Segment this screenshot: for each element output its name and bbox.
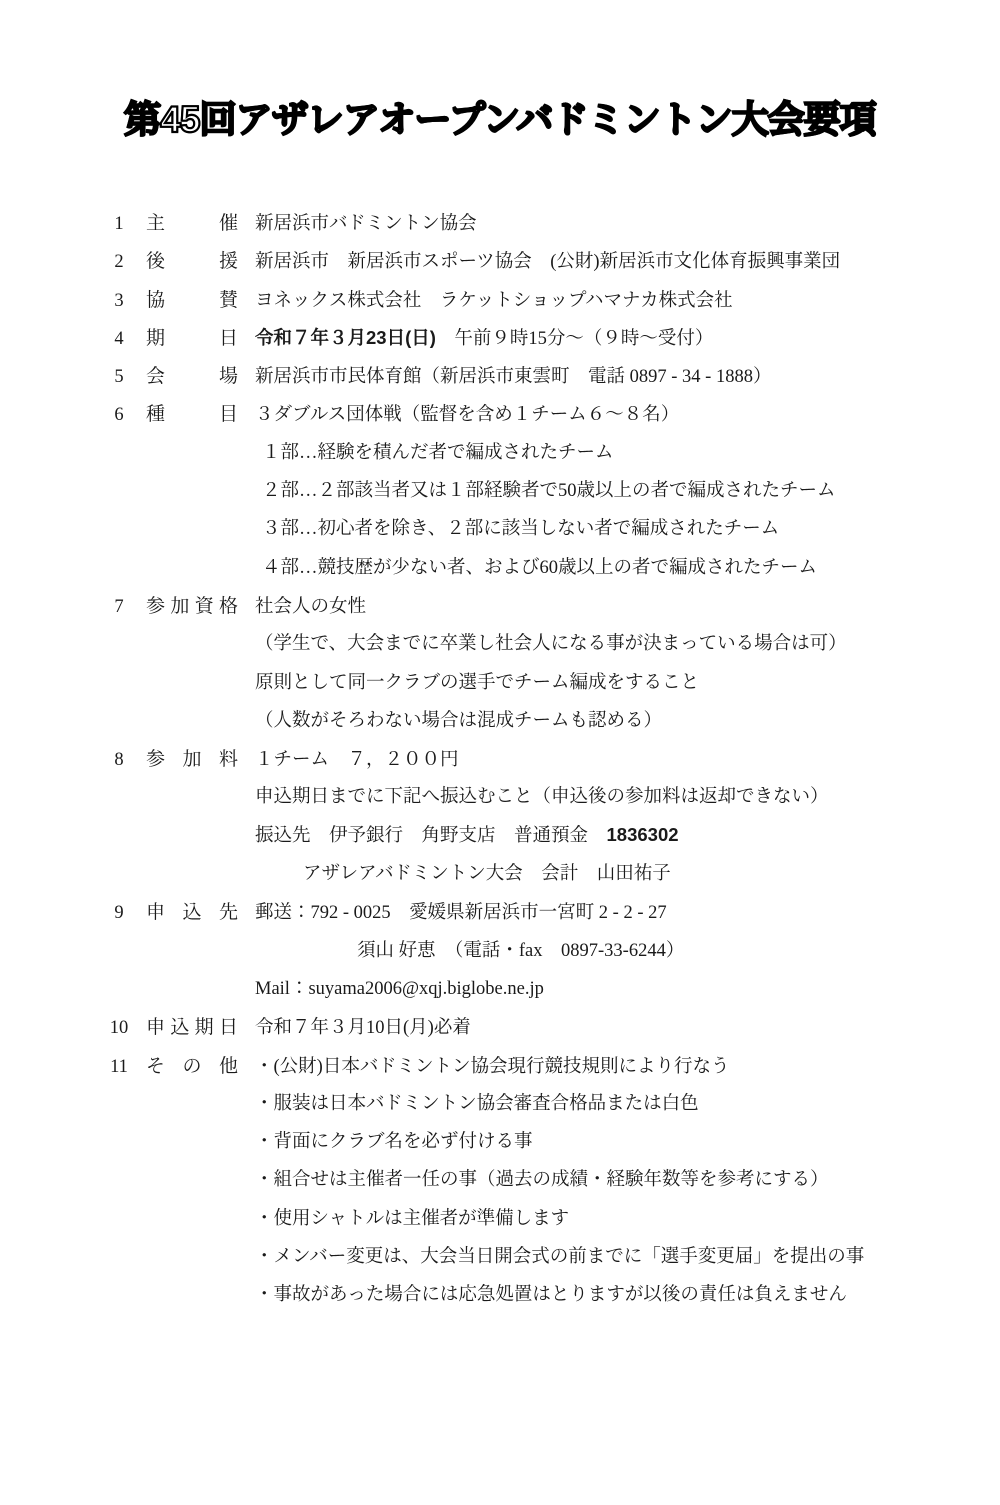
text-run: ３ダブルス団体戦（監督を含め１チーム６～８名） (255, 405, 680, 426)
text-run: 須山 好恵 （電話・fax 0897-33-6244） (357, 940, 685, 961)
text-run: １部…経験を積んだ者で編成されたチーム (262, 442, 614, 463)
text-run: ・メンバー変更は、大会当日開会式の前までに「選手変更届」を提出の事 (255, 1247, 865, 1268)
item-line (255, 1204, 569, 1230)
text-run: 振込先 伊予銀行 角野支店 普通預金 (255, 825, 607, 846)
item-row (0, 706, 1000, 744)
item-row (0, 591, 1000, 629)
item-row (0, 399, 1000, 437)
item-number: 5 (114, 367, 124, 388)
text-run: ・背面にクラブ名を必ず付ける事 (255, 1132, 533, 1153)
item-row (0, 744, 1000, 782)
item-line (255, 936, 684, 962)
item-number: 1 (114, 214, 124, 234)
item-line (255, 362, 771, 388)
item-row (0, 476, 1000, 514)
items-list (0, 208, 1000, 1319)
text-run: （学生で、大会までに卒業し社会人になる事が決まっている場合は可） (255, 634, 847, 655)
text-run: 社会人の女性 (255, 596, 367, 617)
item-row (0, 936, 1000, 974)
item-row (0, 859, 1000, 897)
item-line (255, 706, 662, 732)
item-number: 2 (114, 252, 124, 273)
item-line (255, 286, 733, 312)
text-run: １チーム ７，２００円 (255, 750, 459, 771)
item-row (0, 897, 1000, 935)
item-line (255, 247, 840, 273)
item-line (255, 592, 366, 618)
item-number: 6 (114, 405, 124, 426)
emphasis-text: 1836302 (606, 823, 679, 845)
item-row (0, 629, 1000, 667)
item-number: 9 (114, 903, 124, 924)
item-label: 参加料 (146, 749, 238, 771)
text-run: ヨネックス株式会社 ラケットショップハマナカ株式会社 (255, 290, 733, 311)
item-line (255, 629, 847, 655)
item-line (255, 1089, 699, 1115)
item-row (0, 323, 1000, 361)
item-line (255, 400, 679, 426)
item-row (0, 438, 1000, 476)
item-line (255, 209, 477, 235)
item-row (0, 974, 1000, 1012)
text-run: ４部…競技歴が少ない者、および60歳以上の者で編成されたチーム (262, 557, 818, 578)
item-line (255, 514, 779, 540)
text-run: ２部…２部該当者又は１部経験者で50歳以上の者で編成されたチーム (262, 481, 836, 502)
item-label: 申込先 (146, 902, 238, 924)
item-number: 3 (114, 290, 124, 311)
item-row (0, 782, 1000, 820)
text-run: 新居浜市バドミントン協会 (255, 214, 477, 234)
item-line (255, 553, 817, 579)
item-label: 主催 (146, 213, 238, 234)
emphasis-text: 令和７年３月23日(日) (255, 326, 436, 348)
item-line (255, 745, 459, 771)
text-run: 新居浜市市民体育館（新居浜市東雲町 電話 0897 - 34 - 1888） (255, 367, 772, 388)
text-run: 午前９時15分～（９時～受付） (435, 328, 714, 349)
item-line (255, 974, 544, 1000)
item-line (255, 859, 671, 885)
text-run: ・服装は日本バドミントン協会審査合格品または白色 (255, 1093, 699, 1114)
item-label: 協賛 (146, 289, 238, 311)
item-number: 10 (109, 1018, 129, 1039)
item-label: 参加資格 (146, 595, 238, 617)
item-row (0, 1242, 1000, 1280)
item-line (255, 668, 699, 694)
text-run: ・使用シャトルは主催者が準備します (255, 1208, 570, 1229)
item-label: 後援 (146, 251, 238, 273)
text-run: アザレアバドミントン大会 会計 山田祐子 (303, 864, 671, 885)
item-label: 種目 (146, 404, 238, 426)
item-label: 申込期日 (146, 1017, 238, 1039)
text-run: 新居浜市 新居浜市スポーツ協会 (公財)新居浜市文化体育振興事業団 (255, 252, 841, 273)
item-line (255, 1127, 533, 1153)
text-run: ・(公財)日本バドミントン協会現行競技規則により行なう (255, 1056, 730, 1077)
item-label: 期日 (146, 327, 238, 349)
text-run: ３部…初心者を除き、２部に該当しない者で編成されたチーム (262, 519, 780, 540)
item-number: 4 (114, 328, 124, 349)
item-row (0, 1127, 1000, 1165)
text-run: ・事故があった場合には応急処置はとりますが以後の責任は負えません (255, 1285, 847, 1306)
item-label: 会場 (146, 366, 238, 388)
item-line (255, 1242, 864, 1268)
item-line (255, 1052, 729, 1078)
document-title: 第45回アザレアオープンバドミントン大会要項 (124, 99, 876, 140)
item-row (0, 285, 1000, 323)
item-label: その他 (146, 1055, 238, 1077)
item-line (255, 1013, 471, 1039)
item-number: 8 (114, 750, 124, 771)
text-run: 令和７年３月10日(月)必着 (255, 1018, 471, 1039)
item-line (255, 782, 829, 808)
text-run: Mail：suyama2006@xqj.biglobe.ne.jp (255, 978, 544, 999)
item-row (0, 208, 1000, 246)
item-row (0, 1089, 1000, 1127)
text-run: ・組合せは主催者一任の事（過去の成績・経験年数等を参考にする） (255, 1170, 829, 1191)
item-row (0, 246, 1000, 284)
item-number: 11 (110, 1056, 128, 1077)
item-line (255, 1280, 847, 1306)
item-row (0, 821, 1000, 859)
item-row (0, 1012, 1000, 1050)
item-row (0, 553, 1000, 591)
item-row (0, 668, 1000, 706)
item-line (255, 898, 667, 924)
item-row (0, 361, 1000, 399)
item-line (255, 1165, 829, 1191)
item-line (255, 476, 836, 502)
item-row (0, 1051, 1000, 1089)
text-run: 原則として同一クラブの選手でチーム編成をすること (255, 672, 700, 693)
text-run: （人数がそろわない場合は混成チームも認める） (255, 710, 663, 731)
item-row (0, 1165, 1000, 1203)
item-line (255, 821, 679, 847)
item-number: 7 (114, 596, 124, 617)
item-line (255, 438, 614, 464)
text-run: 申込期日までに下記へ振込むこと（申込後の参加料は返却できない） (255, 787, 829, 808)
item-row (0, 514, 1000, 552)
item-line (255, 324, 713, 350)
item-row (0, 1280, 1000, 1318)
text-run: 郵送：792 - 0025 愛媛県新居浜市一宮町 2 - 2 - 27 (255, 903, 667, 924)
item-row (0, 1204, 1000, 1242)
document-page (0, 90, 1000, 1505)
